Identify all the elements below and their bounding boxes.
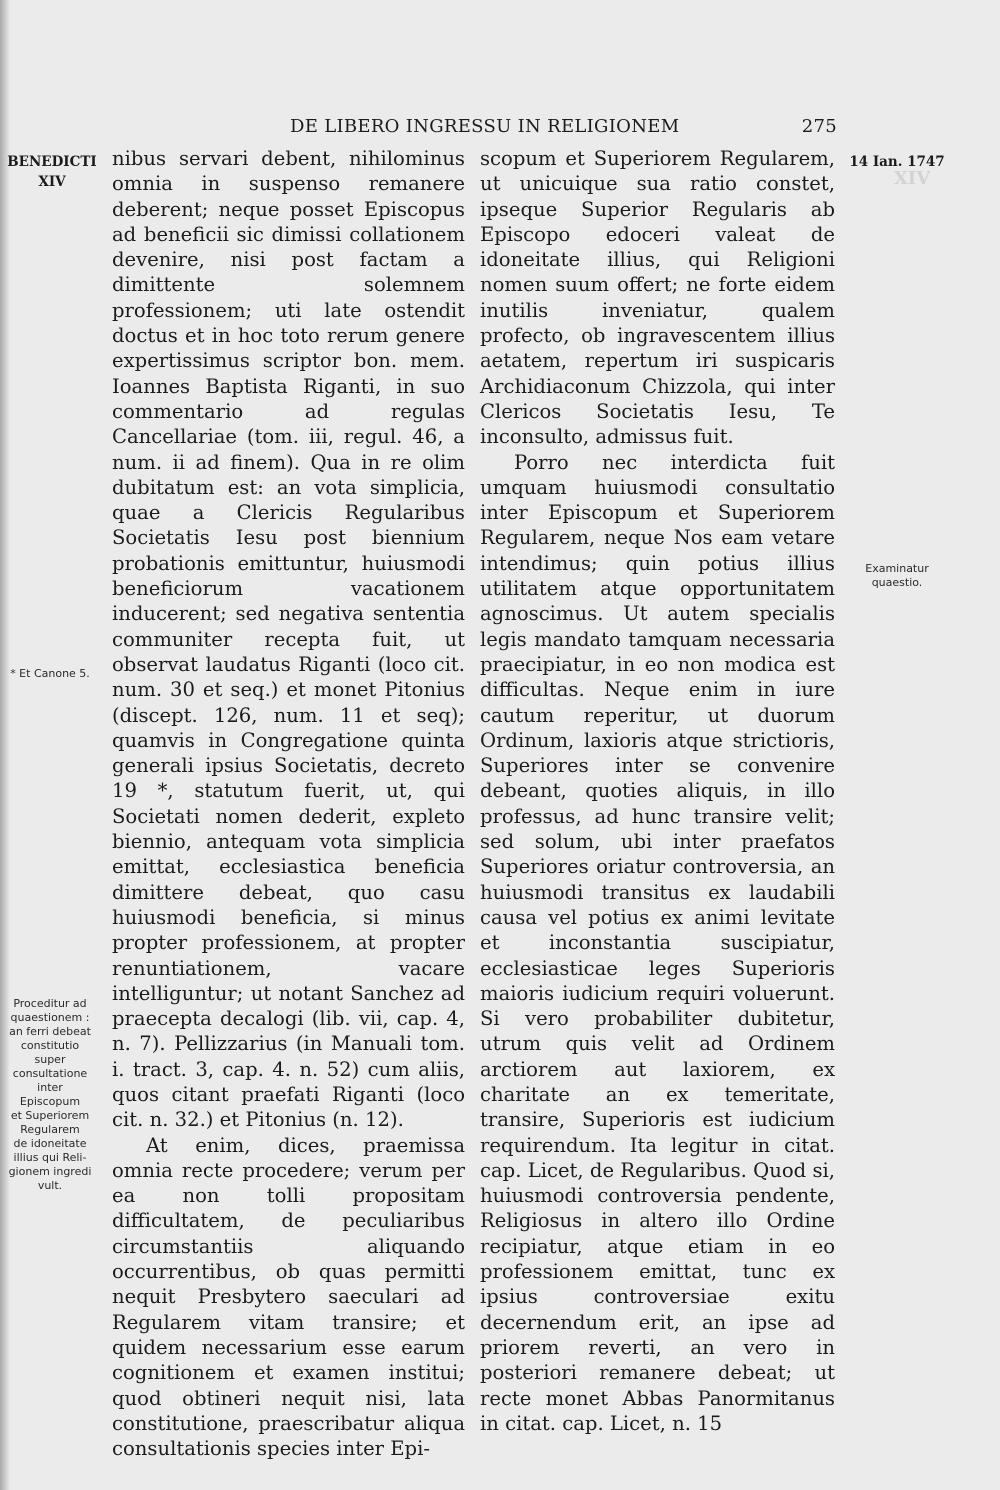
margin-line: quaestio. [871,576,923,589]
margin-line: inter [37,1081,63,1094]
margin-line: super [34,1053,66,1066]
margin-line: de idoneitate [13,1137,87,1150]
running-head-left [6,152,98,192]
running-head-line1: BENEDICTI [7,154,97,170]
paragraph: Porro nec interdicta fuit umquam huiusmodi consultatio inter Episcopum et Superiorem Regularem, neque Nos eam vetare intendimus; quin potius illius utilitatem atque opportunitatem agnoscimus. Ut autem specialis legis mandato tamquam necessaria praecipiatur, in eo non modica est difficultas. Neque enim in iure cautum reperitur, ut duorum Ordinum, laxioris atque strictioris, Superiores inter se convenire debeant, quoties aliquis, in illo professus, ad hunc transire velit; sed solum, ubi inter praefatos Superiores oriatur controversia, an huiusmodi transitus ex laudabili causa vel potius ex animi levitate et inconstantia suscipiatur, ecclesiasticae leges Superioris maioris iudicium requiri voluerunt. Si vero probabiliter dubitetur, utrum quis velit ad Ordinem arctiorem aut laxiorem, ex charitate an ex temeritate, transire, Superioris est iudicium requirendum. Ita legitur in citat. cap. Licet, de Regularibus. Quod si, huiusmodi controversia pendente, Religiosus in altero illo Ordine recipiatur, atque etiam in eo professionem emittat, tunc ex ipsius controversiae exitu decernendum erit, an ipse ad priorem reverti, an vero in posteriori remanere debeat; ut recte monet Abbas Panormitanus in citat. cap. Licet, n. 15 [480,450,835,1435]
paragraph: At enim, dices, praemissa omnia recte procedere; verum per ea non tolli propositam difficultatem, de peculiaribus circumstantiis aliquando occurrentibus, ob quas permitti nequit Presbytero saeculari ad Regularem vitam transire; et quidem necessarium esse earum cognitionem et examen institui; quod obtineri nequit nisi, lata constitutione, praescribatur aliqua consultationis species inter Epi- [112,1133,465,1461]
margin-line: Proceditur ad [13,997,87,1010]
page-edge-shadow [0,0,10,1490]
page-header [112,116,837,146]
margin-line: gionem ingredi [8,1165,92,1178]
margin-date: 14 Ian. 1747 [849,154,945,170]
show-through-text: XIV [893,168,931,189]
text-column-left [112,146,465,1461]
margin-line: constitutio [20,1039,80,1052]
margin-line: an ferri debeat [9,1025,91,1038]
paragraph: nibus servari debent, nihilominus omnia in suspenso remanere deberent; neque posset Episcopus ad beneficii sic dimissi collationem devenire, nisi post factam a dimittente solemnem professionem; uti late ostendit doctus et in hoc toto rerum genere expertissimus scriptor bon. mem. Ioannes Baptista Riganti, in suo commentario ad regulas Cancellariae (tom. iii, regul. 46, a num. ii ad finem). Qua in re olim dubitatum est: an vota simplicia, quae a Clericis Regularibus Societatis Iesu post biennium probationis emittuntur, huiusmodi beneficiorum vacationem inducerent; sed negativa sententia communiter recepta fuit, ut observat laudatus Riganti (loco cit. num. 30 et seq.) et monet Pitonius (discept. 126, num. 11 et seq); quamvis in Congregatione quinta generali ipsius Societatis, decreto 19 *, statutum fuerit, ut, qui Societati nomen dederit, expleto biennio, antequam vota simplicia emittat, ecclesiastica beneficia dimittere debeat, quo casu huiusmodi beneficia, si minus propter professionem, at propter renuntiationem, vacare intelliguntur; ut notant Sanchez ad praecepta decalogi (lib. vii, cap. 4, n. 7). Pellizzarius (in Manuali tom. i. tract. 3, cap. 4. n. 52) cum aliis, quos citant praefati Riganti (loco cit. n. 32.) et Pitonius (n. 12). [112,147,465,1132]
margin-note-examinatur [846,562,948,590]
margin-line: quaestionem : [10,1011,90,1024]
margin-line: et Superiorem [10,1109,90,1122]
text-column-right [480,146,835,1436]
margin-note-footnote: * Et Canone 5. [10,667,90,680]
margin-line: illius qui Reli- [13,1151,87,1164]
running-head-line2: XIV [38,174,66,190]
page-number: 275 [801,116,837,137]
running-title: DE LIBERO INGRESSU IN RELIGIONEM [290,116,680,137]
margin-line: consultatione [12,1067,88,1080]
paragraph: scopum et Superiorem Regularem, ut unicuique sua ratio constet, ipseque Superior Regularis ab Episcopo edoceri valeat de idoneitate illius, qui Religioni nomen suum offert; ne forte eidem inutilis inveniatur, qualem profecto, ob ingravescentem illius aetatem, repertum iri suspicaris Archidiaconum Chizzola, qui inter Clericos Societatis Iesu, Te inconsulto, admissus fuit. [480,147,835,449]
margin-line: Examinatur [865,562,929,575]
margin-line: Episcopum [19,1095,81,1108]
margin-line: vult. [37,1179,63,1192]
margin-line: Regularem [20,1123,80,1136]
margin-note-proceditur [2,997,98,1193]
